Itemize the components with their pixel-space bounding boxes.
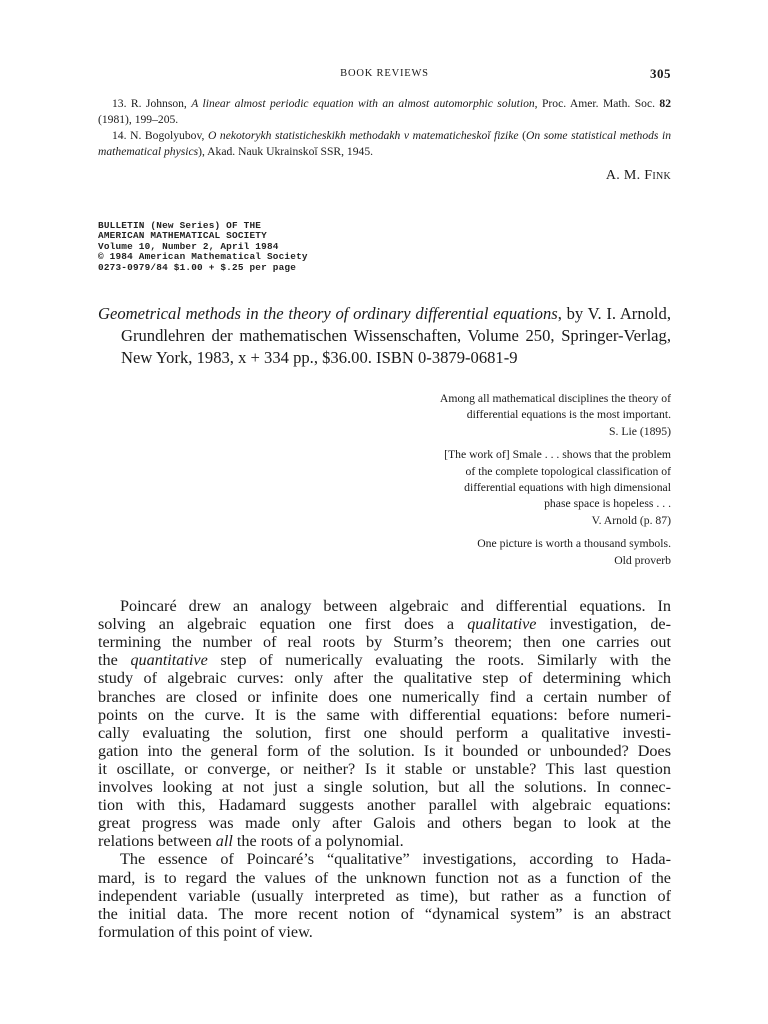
reference-publisher: ), Akad. Nauk Ukrainskoĭ SSR, 1945. bbox=[198, 145, 374, 158]
body-line: formulation of this point of view. bbox=[98, 922, 313, 941]
epigraph-line: Among all mathematical disciplines the theory of bbox=[439, 392, 671, 406]
reference-paren-open: ( bbox=[518, 129, 526, 142]
reference-translation: On some statistical methods in mathematical physics bbox=[98, 129, 672, 158]
epigraph-attribution: S. Lie (1895) bbox=[609, 424, 671, 438]
body-line: Poincaré drew an analogy between algebraic and differential equations. In bbox=[120, 597, 671, 616]
review-body bbox=[98, 597, 671, 941]
epigraph-lie bbox=[98, 391, 671, 440]
reference-14 bbox=[98, 128, 671, 160]
body-line: the initial data. The more recent notion of “dynamical system” is an abstract bbox=[98, 904, 671, 923]
epigraph-line: of the complete topological classification of bbox=[465, 464, 671, 478]
body-line: study of algebraic curves: only after the qualitative step of determining which bbox=[98, 669, 671, 688]
emphasis: all bbox=[215, 832, 233, 851]
bulletin-line: 0273-0979/84 $1.00 + $.25 per page bbox=[98, 261, 297, 273]
reference-title: A linear almost periodic equation with an almost automorphic solution bbox=[191, 97, 535, 110]
body-line: gation into the general form of the solution. Is it bounded or unbounded? Does bbox=[98, 741, 671, 760]
body-line: involves looking at not just a single solution, but all the solutions. In connec- bbox=[98, 778, 671, 797]
body-line: cally evaluating the solution, first one should perform a qualitative investi- bbox=[98, 723, 671, 742]
reviewer-initials: A. M. bbox=[605, 168, 645, 183]
bulletin-line: BULLETIN (New Series) OF THE bbox=[98, 220, 262, 231]
reference-pages: (1981), 199–205. bbox=[98, 113, 179, 126]
epigraph-attribution: Old proverb bbox=[614, 553, 671, 567]
reviewer-surname: Fink bbox=[644, 168, 671, 183]
bulletin-line: AMERICAN MATHEMATICAL SOCIETY bbox=[98, 230, 267, 242]
emphasis: qualitative bbox=[467, 615, 537, 634]
reference-13 bbox=[98, 96, 671, 128]
body-line: The essence of Poincaré’s “qualitative” investigations, according to Hada- bbox=[120, 850, 671, 869]
epigraph-line: [The work of] Smale . . . shows that the problem bbox=[444, 448, 671, 462]
epigraph-line: differential equations with high dimensional bbox=[464, 481, 671, 495]
body-line: solving an algebraic equation one first does a qualitative investigation, de- bbox=[98, 615, 672, 634]
epigraph-line: phase space is hopeless . . . bbox=[544, 497, 671, 511]
body-line: termining the number of real roots by Sturm’s theorem; then one carries out bbox=[98, 633, 671, 652]
reference-list bbox=[98, 96, 671, 160]
body-line: relations between all the roots of a polynomial. bbox=[98, 832, 404, 851]
epigraph-line: differential equations is the most important. bbox=[466, 408, 671, 422]
reference-lead: 14. N. Bogolyubov, bbox=[112, 129, 208, 142]
reference-lead: 13. R. Johnson, bbox=[112, 97, 192, 110]
emphasis: quantitative bbox=[130, 651, 208, 670]
page bbox=[98, 62, 671, 941]
epigraph-arnold bbox=[98, 447, 671, 529]
body-line: the quantitative step of numerically evaluating the roots. Similarly with the bbox=[98, 651, 671, 670]
body-line: great progress was made only after Galois and others began to look at the bbox=[98, 814, 671, 833]
body-paragraph-1 bbox=[98, 597, 671, 850]
body-line: it oscillate, or converge, or neither? Is it stable or unstable? This last question bbox=[98, 759, 671, 778]
book-title: Geometrical methods in the theory of ordinary differential equations bbox=[98, 304, 558, 324]
bulletin-line: © 1984 American Mathematical Society bbox=[98, 251, 308, 263]
body-line: independent variable (usually interpreted as time), but rather as a function of bbox=[98, 886, 671, 905]
epigraph-attribution: V. Arnold (p. 87) bbox=[591, 513, 671, 527]
page-number: 305 bbox=[650, 66, 671, 81]
bulletin-line: Volume 10, Number 2, April 1984 bbox=[98, 240, 279, 252]
body-paragraph-2 bbox=[98, 850, 671, 940]
reviewed-book-citation bbox=[98, 303, 671, 369]
body-line: branches are closed or infinite does one numerically find a certain number of bbox=[98, 687, 671, 706]
body-line: mard, is to regard the values of the unknown function not as a function of the bbox=[98, 868, 671, 887]
epigraph-proverb bbox=[98, 536, 671, 569]
reference-volume: 82 bbox=[659, 97, 672, 110]
reference-source: , Proc. Amer. Math. Soc. bbox=[534, 97, 660, 110]
bulletin-masthead bbox=[98, 221, 671, 273]
epigraph-line: One picture is worth a thousand symbols. bbox=[477, 537, 671, 551]
running-head bbox=[98, 62, 671, 84]
body-line: points on the curve. It is the same with differential equations: before numeri- bbox=[98, 705, 671, 724]
reference-title: O nekotorykh statisticheskikh methodakh v matematicheskoĭ fizike bbox=[207, 129, 519, 142]
book-details: , by V. I. Arnold, Grundlehren der mathematischen Wissenschaften, Volume 250, Springer-Verlag, New York, 1983, x + 334 pp., $36.00. ISBN 0-3879-0681-9 bbox=[121, 304, 671, 368]
running-head-title: BOOK REVIEWS bbox=[340, 68, 429, 79]
epigraphs bbox=[98, 391, 671, 569]
reviewer-signature bbox=[98, 168, 671, 184]
body-line: tion with this, Hadamard suggests another parallel with algebraic equations: bbox=[98, 796, 671, 815]
